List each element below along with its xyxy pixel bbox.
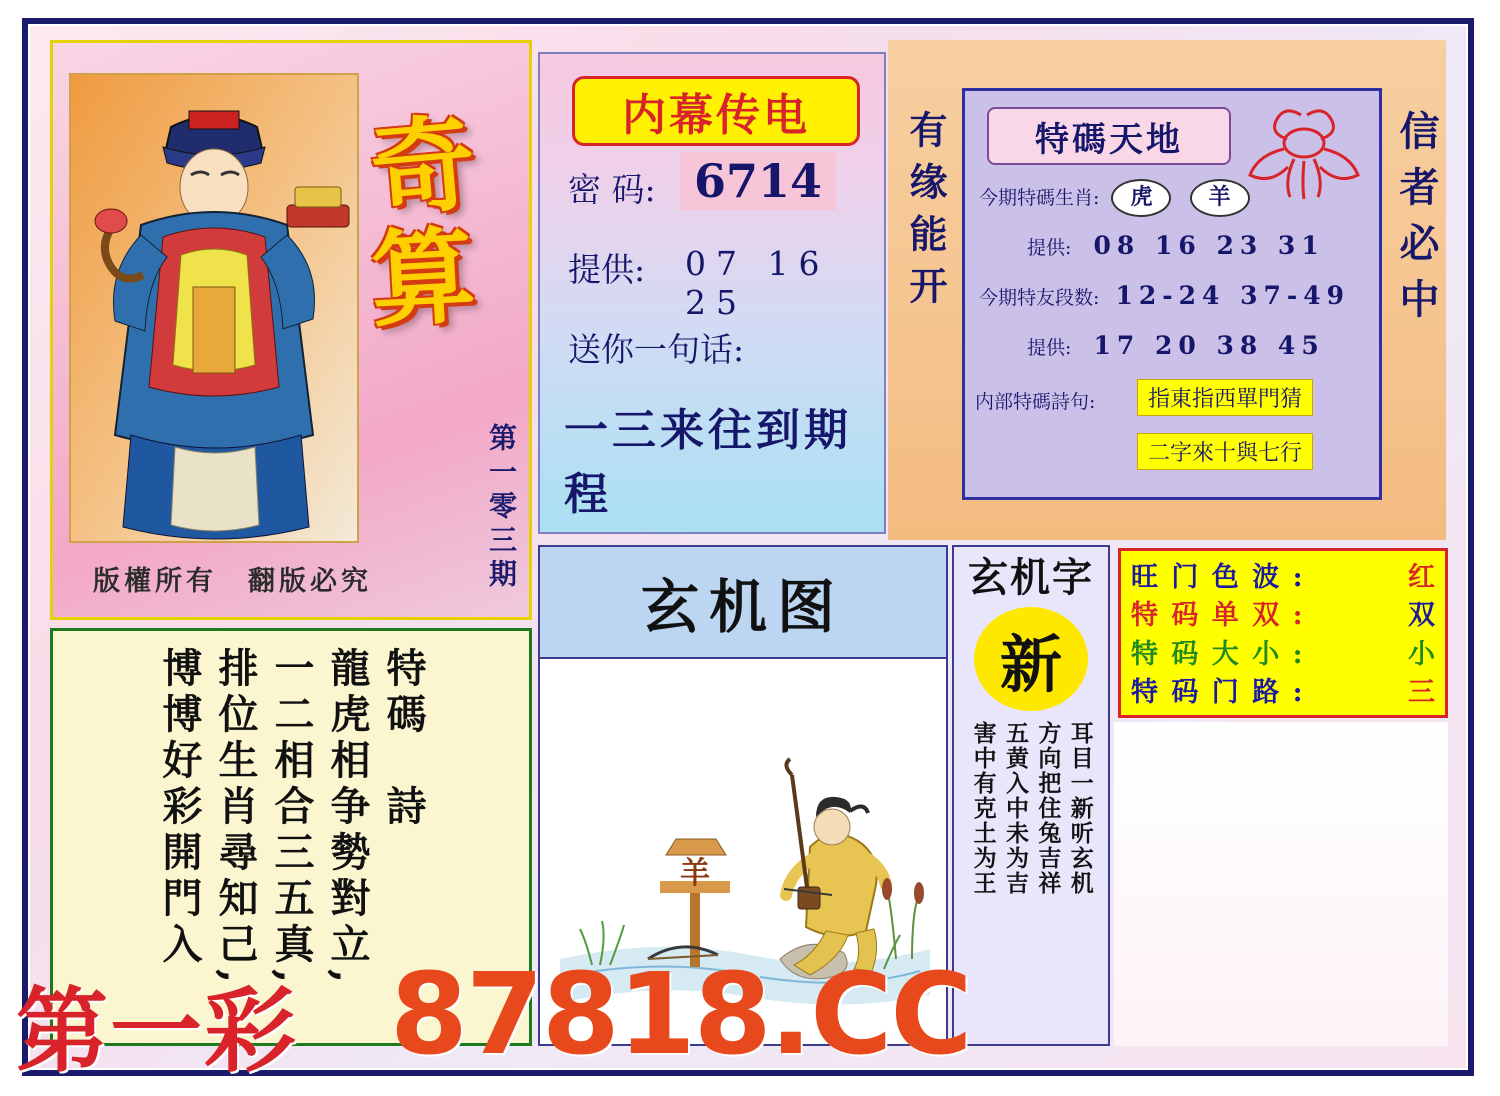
erhu-player-illustration — [540, 659, 946, 1044]
provide-label: 提供: — [568, 250, 646, 289]
xuanjizi-columns — [954, 721, 1108, 896]
blank-area — [1114, 722, 1448, 1046]
tema-title — [987, 107, 1231, 165]
info-value: 红 — [1408, 562, 1435, 593]
watermark-text-right: 87818.CC — [390, 950, 971, 1080]
info-row — [1131, 559, 1435, 597]
info-label: 特 码 门 路 : — [1131, 676, 1305, 708]
info-row — [1131, 636, 1435, 674]
poem-column: 龍虎相争勢對立, — [324, 647, 371, 989]
info-label: 特 码 单 双 : — [1131, 600, 1305, 632]
tema-title-text: 特碼天地 — [1035, 119, 1183, 160]
poem-column: 特碼 詩 — [380, 647, 427, 831]
provide-row-1 — [1027, 231, 1325, 260]
god-of-fortune-image — [69, 73, 359, 543]
xuanjizi-title: 玄机字 — [968, 554, 1094, 601]
provide-numbers: 07 16 25 — [685, 244, 830, 322]
xuanjizi-panel — [952, 545, 1110, 1046]
poem-line-1: 指東指西單門猜 — [1137, 379, 1313, 416]
range-label: 今期特友段数: — [979, 287, 1100, 309]
provide-nums-2: 17 20 38 45 — [1093, 331, 1325, 360]
info-label: 特 码 大 小 : — [1131, 638, 1305, 670]
phrase-label: 送你一句话: — [568, 330, 745, 369]
info-row — [1131, 597, 1435, 635]
xuanjizi-column: 五黄入中未为吉 — [1002, 721, 1029, 896]
poem-label: 内部特碼詩句: — [975, 391, 1096, 413]
provide-nums-1: 08 16 23 31 — [1093, 231, 1325, 260]
xuanjizi-column: 害中有克土为王 — [969, 721, 997, 896]
poster-title — [365, 101, 521, 413]
xuanjizi-column: 耳目一新听玄机 — [1066, 721, 1094, 896]
highlight-char: 新 — [999, 627, 1062, 701]
poem-column: 一二相合三五真, — [268, 647, 315, 989]
poster-title-char-2: 算 — [367, 214, 479, 342]
inside-news-heading-text: 内幕传电 — [622, 90, 810, 141]
info-row — [1131, 674, 1435, 712]
zodiac-row — [979, 179, 1256, 217]
info-value: 三 — [1408, 676, 1435, 708]
god-of-fortune-illustration — [71, 75, 357, 541]
poster-title-char-1: 奇 — [365, 101, 481, 233]
poem-column: 博博好彩開門入 — [156, 647, 203, 969]
zodiac-label: 今期特碼生肖: — [979, 187, 1100, 209]
xuanjizi-column: 方向把住兔吉祥 — [1034, 721, 1062, 896]
phrase-text: 一三来往到期程 — [564, 405, 852, 520]
tema-poem-panel — [50, 628, 532, 1046]
left-vertical-slogan: 有缘能开 — [903, 110, 948, 318]
range-row — [979, 281, 1350, 310]
issue-number: 第一零三期 — [485, 423, 518, 593]
right-vertical-slogan: 信者必中 — [1393, 110, 1440, 334]
prediction-info-box — [1118, 548, 1448, 718]
svg-text:羊: 羊 — [680, 856, 710, 891]
info-label: 旺 门 色 波 : — [1131, 562, 1305, 593]
inside-news-panel — [538, 52, 886, 534]
zodiac-badge-1: 虎 — [1111, 179, 1171, 217]
info-value: 双 — [1408, 600, 1435, 632]
poster-panel — [50, 40, 532, 620]
password-value: 6714 — [680, 152, 836, 210]
info-value: 小 — [1408, 638, 1435, 670]
xuanjitu-image — [540, 659, 946, 1044]
poem-line-2: 二字來十與七行 — [1137, 433, 1313, 470]
inside-news-heading — [572, 76, 860, 146]
range-values: 12-24 37-49 — [1115, 281, 1351, 310]
xuanjitu-panel — [538, 545, 948, 1046]
xuanjitu-header — [540, 547, 946, 659]
xuanjitu-title: 玄机图 — [640, 573, 845, 641]
copyright-notice: 版權所有 翻版必究 — [93, 566, 372, 597]
tema-tiandi-panel — [962, 88, 1382, 500]
watermark-text-left: 第一彩 — [16, 977, 299, 1085]
poem-column: 排位生肖尋知己, — [212, 647, 259, 989]
provide-row-2 — [1027, 331, 1325, 360]
zodiac-badge-2: 羊 — [1190, 179, 1250, 217]
provide-label-1: 提供: — [1027, 237, 1072, 259]
provide-label-2: 提供: — [1027, 337, 1072, 359]
password-label: 密 码: — [568, 170, 656, 209]
tema-poem-columns — [53, 631, 529, 1043]
flower-icon — [1239, 103, 1369, 203]
highlight-char-circle — [974, 607, 1088, 711]
